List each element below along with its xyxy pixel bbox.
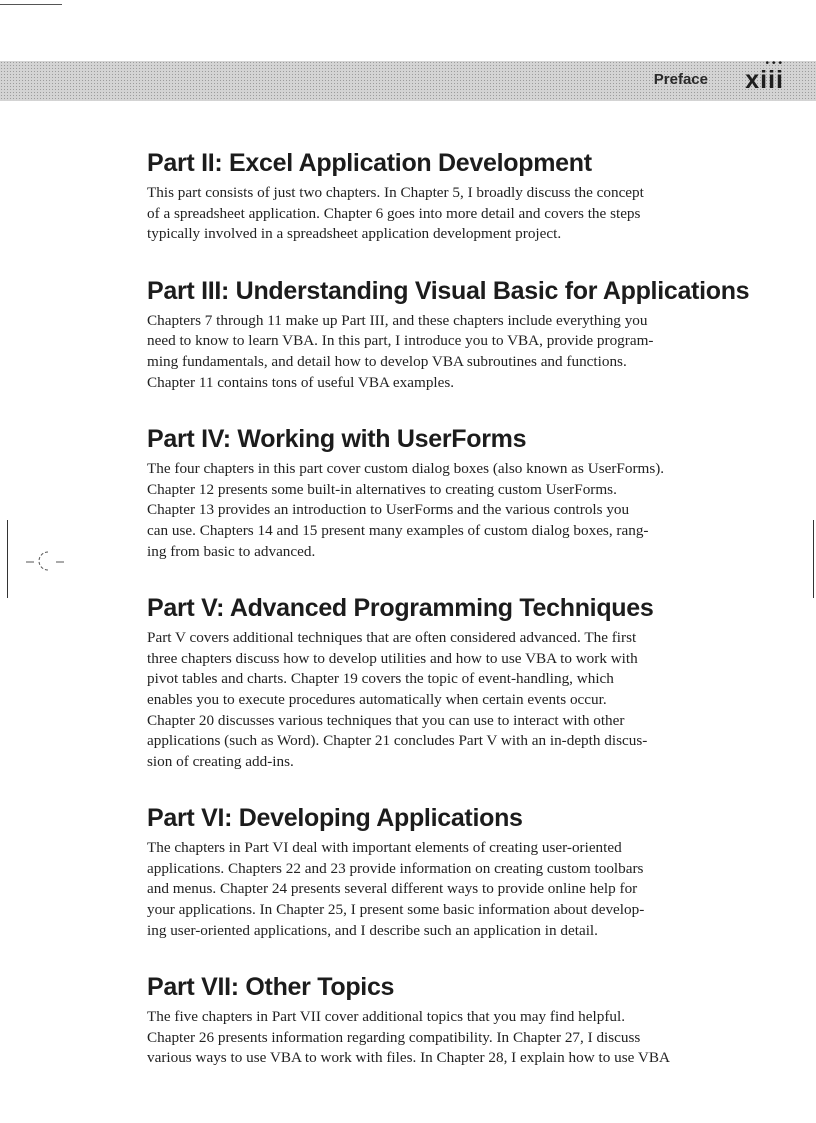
text-line: can use. Chapters 14 and 15 present many examples of custom dialog boxes, rang- bbox=[147, 521, 649, 539]
section-paragraph bbox=[147, 311, 717, 393]
text-line: and menus. Chapter 24 presents several different ways to provide online help for bbox=[147, 880, 638, 898]
section-title: Part VI: Developing Applications bbox=[147, 804, 523, 833]
text-line: need to know to learn VBA. In this part, I introduce you to VBA, provide program- bbox=[147, 332, 654, 350]
right-margin-line bbox=[813, 520, 814, 598]
text-line: applications (such as Word). Chapter 21 concludes Part V with an in-depth discus- bbox=[147, 732, 648, 750]
text-line: Chapter 26 presents information regarding compatibility. In Chapter 27, I discuss bbox=[147, 1028, 641, 1046]
text-line: ing from basic to advanced. bbox=[147, 542, 316, 560]
page-content bbox=[147, 146, 750, 1098]
text-line: The five chapters in Part VII cover additional topics that you may find helpful. bbox=[147, 1008, 625, 1026]
registration-mark-icon bbox=[26, 546, 66, 574]
text-line: ming fundamentals, and detail how to develop VBA subroutines and functions. bbox=[147, 352, 627, 370]
page-number: xiii bbox=[745, 66, 784, 94]
text-line: applications. Chapters 22 and 23 provide information on creating custom toolbars bbox=[147, 859, 644, 877]
section-title: Part III: Understanding Visual Basic for Applications bbox=[147, 276, 750, 305]
text-line: The chapters in Part VI deal with important elements of creating user-oriented bbox=[147, 839, 622, 857]
text-line: three chapters discuss how to develop utilities and how to use VBA to work with bbox=[147, 649, 638, 667]
section-part-ii bbox=[147, 146, 717, 245]
section-part-iii bbox=[147, 274, 750, 393]
text-line: Chapter 11 contains tons of useful VBA examples. bbox=[147, 373, 455, 391]
text-line: ing user-oriented applications, and I describe such an application in detail. bbox=[147, 921, 598, 939]
text-line: enables you to execute procedures automatically when certain events occur. bbox=[147, 690, 607, 708]
section-paragraph bbox=[147, 1007, 717, 1069]
text-line: sion of creating add-ins. bbox=[147, 752, 294, 770]
text-line: Chapter 12 presents some built-in alternatives to creating custom UserForms. bbox=[147, 480, 617, 498]
text-line: various ways to use VBA to work with files. In Chapter 28, I explain how to use VBA bbox=[147, 1049, 670, 1067]
section-paragraph bbox=[147, 628, 717, 772]
section-part-vi bbox=[147, 801, 717, 941]
section-title: Part II: Excel Application Development bbox=[147, 149, 592, 177]
text-line: Chapters 7 through 11 make up Part III, and these chapters include everything you bbox=[147, 311, 648, 329]
running-head: Preface bbox=[653, 71, 708, 88]
text-line: Chapter 13 provides an introduction to UserForms and the various controls you bbox=[147, 501, 630, 519]
section-title: Part VII: Other Topics bbox=[147, 973, 395, 1002]
section-paragraph bbox=[147, 838, 717, 941]
section-part-v bbox=[147, 591, 717, 772]
section-part-vii bbox=[147, 970, 717, 1069]
text-line: Part V covers additional techniques that are often considered advanced. The first bbox=[147, 629, 637, 647]
text-line: of a spreadsheet application. Chapter 6 goes into more detail and covers the steps bbox=[147, 204, 641, 222]
text-line: pivot tables and charts. Chapter 19 covers the topic of event-handling, which bbox=[147, 670, 614, 688]
text-line: This part consists of just two chapters. In Chapter 5, I broadly discuss the concept bbox=[147, 184, 644, 201]
folio-dots: ••• bbox=[765, 58, 785, 69]
text-line: typically involved in a spreadsheet application development project. bbox=[147, 225, 562, 243]
section-paragraph bbox=[147, 459, 717, 562]
section-title: Part V: Advanced Programming Techniques bbox=[147, 594, 654, 623]
section-title: Part IV: Working with UserForms bbox=[147, 425, 527, 454]
section-part-iv bbox=[147, 422, 717, 562]
text-line: Chapter 20 discusses various techniques that you can use to interact with other bbox=[147, 711, 625, 729]
left-margin-line bbox=[7, 520, 8, 598]
corner-rule bbox=[0, 4, 62, 5]
section-paragraph bbox=[147, 183, 717, 245]
text-line: your applications. In Chapter 25, I present some basic information about develop- bbox=[147, 901, 645, 919]
text-line: The four chapters in this part cover custom dialog boxes (also known as UserForms). bbox=[147, 460, 665, 478]
